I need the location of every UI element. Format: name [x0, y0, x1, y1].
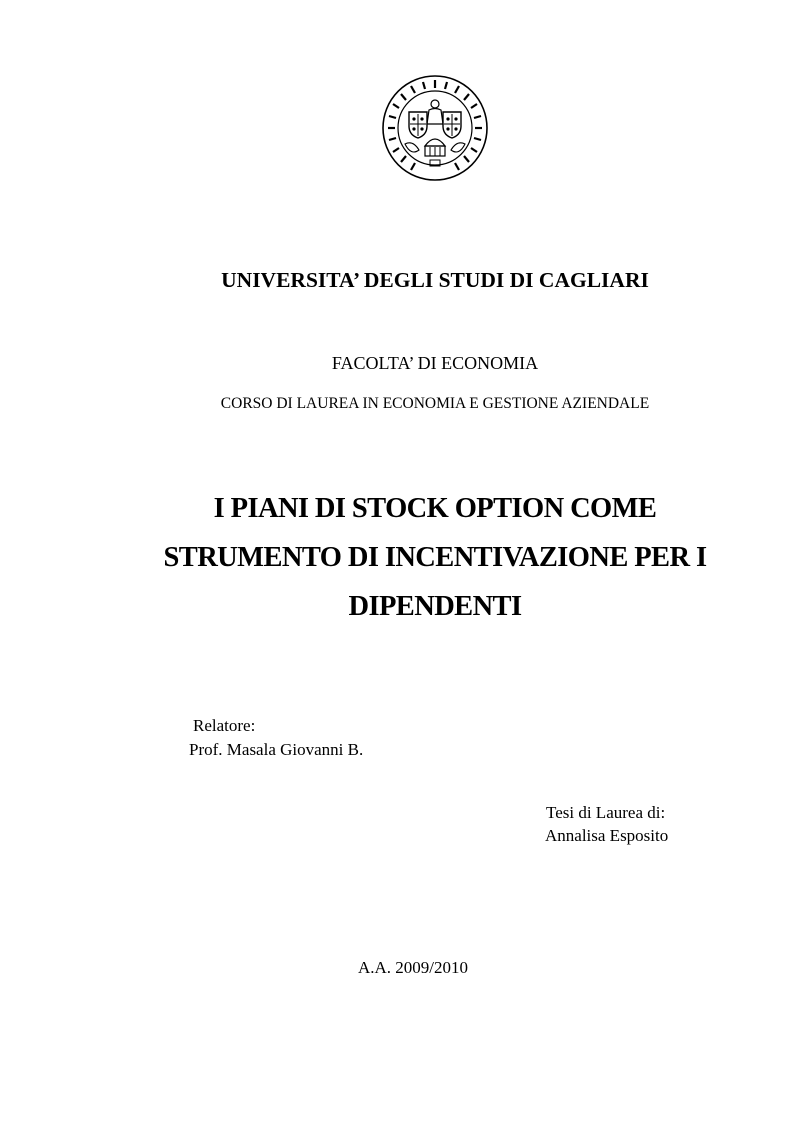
degree-course: CORSO DI LAUREA IN ECONOMIA E GESTIONE AZIENDALE	[220, 395, 650, 412]
academic-year: A.A. 2009/2010	[358, 958, 469, 977]
thesis-author-name: Annalisa Esposito	[545, 826, 669, 845]
university-seal-icon	[381, 74, 489, 182]
thesis-author-label: Tesi di Laurea di:	[546, 803, 666, 822]
thesis-title	[38, 484, 794, 631]
thesis-title-line: STRUMENTO DI INCENTIVAZIONE PER I	[163, 542, 707, 573]
supervisor-label: Relatore:	[193, 716, 256, 735]
university-name: UNIVERSITA’ DEGLI STUDI DI CAGLIARI	[221, 268, 649, 292]
thesis-title-line: I PIANI DI STOCK OPTION COME	[213, 493, 657, 524]
faculty-name: FACOLTA’ DI ECONOMIA	[331, 353, 539, 373]
supervisor-name: Prof. Masala Giovanni B.	[189, 740, 364, 759]
thesis-title-line: DIPENDENTI	[348, 591, 522, 622]
